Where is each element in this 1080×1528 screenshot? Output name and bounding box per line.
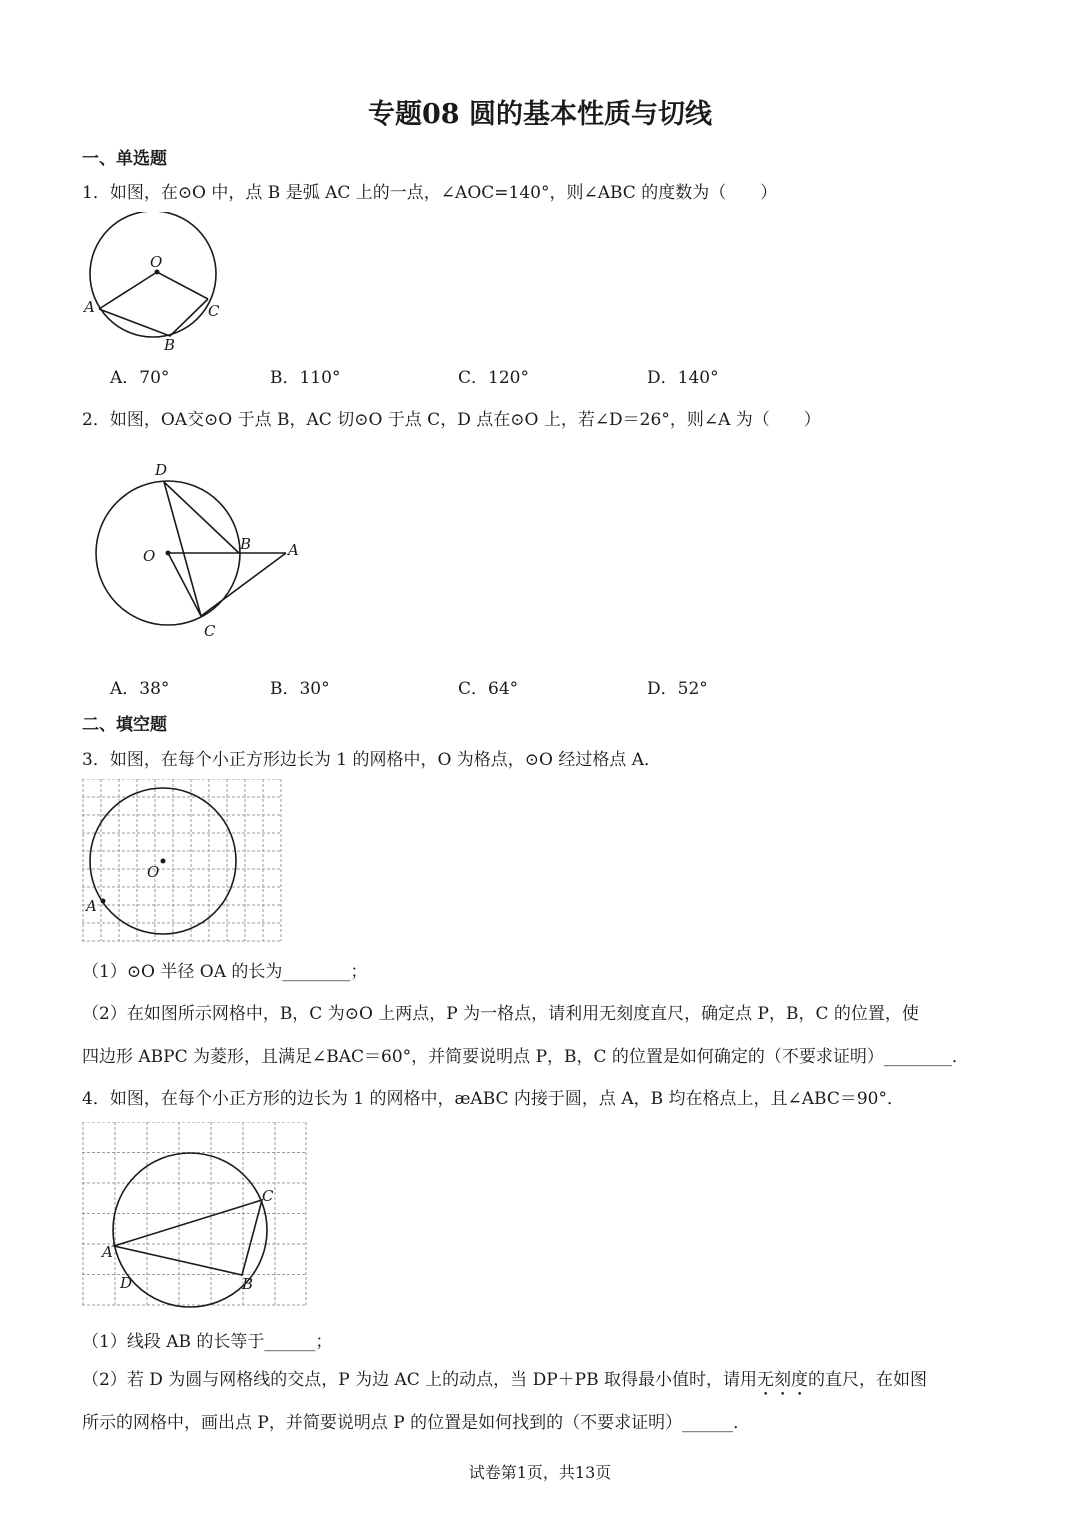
q4-part2-text-a: （2）若 D 为圆与网格线的交点，P 为边 AC 上的动点，当 DP＋PB 取得最小值时，请用 [82, 1370, 757, 1390]
page-footer: 试卷第1页，共13页 [468, 1463, 612, 1482]
label-b: B [240, 535, 252, 553]
label-o: O [143, 547, 156, 565]
chords-ab-bc [99, 299, 208, 336]
q2-option-a: A．38° [110, 679, 170, 699]
label-a: A [84, 298, 95, 316]
q2-option-d: D．52° [647, 679, 708, 699]
segment-db [164, 482, 239, 553]
q1-option-c: C．120° [458, 368, 529, 388]
q4-part2-emphasis: 无刻度 [757, 1370, 808, 1390]
question-4-stem: 4．如图，在每个小正方形的边长为 1 的网格中，ӕABC 内接于圆，点 A，B 均在格点上，且∠ABC＝90°． [82, 1089, 904, 1109]
question-3-figure [82, 779, 284, 943]
triangle-abc [114, 1200, 262, 1275]
q1-option-a: A．70° [110, 368, 170, 388]
q1-option-d: D．140° [647, 368, 719, 388]
question-4-part-2-line-2: 所示的网格中，画出点 P，并简要说明点 P 的位置是如何找到的（不要求证明）______． [82, 1413, 751, 1433]
label-d: D [155, 461, 168, 479]
label-o: O [147, 863, 160, 881]
q2-option-b: B．30° [270, 679, 330, 699]
page-title: 专题08 圆的基本性质与切线 [368, 99, 712, 130]
section-heading-fill-blank: 二、填空题 [82, 715, 167, 735]
label-a: A [86, 897, 97, 915]
q1-option-b: B．110° [270, 368, 341, 388]
label-a: A [288, 541, 299, 559]
q4-part2-text-c: 的直尺，在如图 [808, 1370, 927, 1390]
question-4-part-2-line-1 [82, 1365, 927, 1400]
question-1-stem: 1．如图，在⊙O 中，点 B 是弧 AC 上的一点，∠AOC=140°，则∠ABC 的度数为（ ） [82, 183, 778, 203]
label-b: B [242, 1275, 254, 1293]
label-d: D [120, 1274, 133, 1292]
question-4-part-1: （1）线段 AB 的长等于______； [82, 1332, 333, 1352]
label-b: B [164, 336, 176, 354]
tangent-ac [201, 553, 286, 616]
question-2-stem: 2．如图，OA交⊙O 于点 B，AC 切⊙O 于点 C，D 点在⊙O 上，若∠D＝26°，则∠A 为（ ） [82, 410, 821, 430]
radii-oa-oc [99, 272, 208, 309]
label-c: C [262, 1187, 274, 1205]
question-1-figure [80, 212, 230, 357]
label-o: O [150, 253, 163, 271]
question-3-part-2-line-1: （2）在如图所示网格中，B，C 为⊙O 上两点，P 为一格点，请利用无刻度直尺，确定点 P，B，C 的位置，使 [82, 1004, 919, 1024]
question-3-stem: 3．如图，在每个小正方形边长为 1 的网格中，O 为格点，⊙O 经过格点 A． [82, 750, 662, 770]
point-a [101, 899, 106, 904]
grid-lines [82, 779, 282, 941]
label-c: C [208, 302, 220, 320]
segment-oc [168, 553, 201, 616]
label-c: C [204, 622, 216, 640]
q2-option-c: C．64° [458, 679, 519, 699]
segment-dc [164, 482, 201, 616]
question-2-figure [90, 452, 320, 647]
question-4-figure [82, 1122, 308, 1308]
center-point [166, 551, 171, 556]
section-heading-single-choice: 一、单选题 [82, 149, 167, 169]
question-3-part-2-line-2: 四边形 ABPC 为菱形，且满足∠BAC＝60°，并简要说明点 P，B，C 的位置是如何确定的（不要求证明）________． [82, 1047, 969, 1067]
label-a: A [102, 1243, 113, 1261]
question-3-part-1: （1）⊙O 半径 OA 的长为________； [82, 962, 368, 982]
center-point-o [161, 859, 166, 864]
